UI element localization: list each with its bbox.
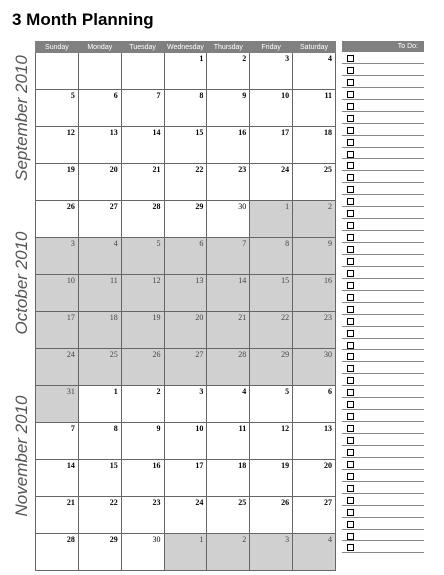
month-label-october: October 2010 [12, 231, 31, 335]
day-cell[interactable] [78, 53, 121, 90]
todo-item[interactable] [342, 171, 424, 183]
day-cell[interactable]: 10 [250, 90, 293, 127]
day-cell[interactable]: 18 [293, 127, 336, 164]
day-cell[interactable]: 30 [293, 349, 336, 386]
day-cell[interactable]: 5 [250, 386, 293, 423]
checkbox[interactable] [347, 449, 354, 456]
todo-item[interactable] [342, 494, 424, 506]
day-cell[interactable]: 12 [36, 127, 79, 164]
todo-item[interactable] [342, 482, 424, 494]
todo-item[interactable] [342, 410, 424, 422]
checkbox[interactable] [347, 186, 354, 193]
todo-item[interactable] [342, 315, 424, 327]
checkbox[interactable] [347, 544, 354, 551]
todo-item[interactable] [342, 518, 424, 530]
todo-item[interactable] [342, 530, 424, 542]
calendar-grid [35, 41, 336, 571]
day-cell[interactable]: 3 [250, 53, 293, 90]
todo-item[interactable] [342, 339, 424, 351]
day-cell[interactable]: 28 [36, 534, 79, 571]
day-cell[interactable]: 4 [293, 53, 336, 90]
day-cell[interactable]: 27 [78, 201, 121, 238]
day-cell[interactable]: 15 [250, 275, 293, 312]
day-cell[interactable]: 6 [164, 238, 207, 275]
day-cell[interactable]: 4 [293, 534, 336, 571]
day-cell[interactable]: 2 [121, 386, 164, 423]
checkbox[interactable] [347, 127, 354, 134]
todo-item[interactable] [342, 207, 424, 219]
weekday-header: Thursday [207, 42, 250, 53]
checkbox[interactable] [347, 79, 354, 86]
day-cell[interactable]: 20 [78, 164, 121, 201]
weekday-header: Wednesday [164, 42, 207, 53]
todo-item[interactable] [342, 219, 424, 231]
todo-item[interactable] [342, 183, 424, 195]
weekday-header-row [36, 42, 336, 53]
todo-item[interactable] [342, 136, 424, 148]
todo-item[interactable] [342, 327, 424, 339]
day-cell[interactable]: 19 [121, 312, 164, 349]
checkbox[interactable] [347, 210, 354, 217]
day-cell[interactable]: 3 [36, 238, 79, 275]
todo-item[interactable] [342, 291, 424, 303]
day-cell[interactable]: 11 [207, 423, 250, 460]
checkbox[interactable] [347, 258, 354, 265]
todo-item[interactable] [342, 398, 424, 410]
todo-item[interactable] [342, 64, 424, 76]
calendar-week-row [36, 127, 336, 164]
day-cell[interactable]: 29 [164, 201, 207, 238]
day-cell[interactable]: 19 [250, 460, 293, 497]
day-cell[interactable]: 26 [121, 349, 164, 386]
day-cell[interactable]: 21 [121, 164, 164, 201]
todo-item[interactable] [342, 243, 424, 255]
day-cell[interactable]: 25 [293, 164, 336, 201]
month-label-september: September 2010 [12, 55, 31, 181]
day-cell[interactable]: 8 [78, 423, 121, 460]
day-cell[interactable]: 3 [250, 534, 293, 571]
day-cell[interactable]: 17 [164, 460, 207, 497]
day-cell[interactable]: 9 [121, 423, 164, 460]
day-cell[interactable]: 25 [207, 497, 250, 534]
day-cell[interactable]: 27 [293, 497, 336, 534]
checkbox[interactable] [347, 282, 354, 289]
todo-item[interactable] [342, 446, 424, 458]
day-cell[interactable]: 14 [121, 127, 164, 164]
day-cell[interactable]: 4 [78, 238, 121, 275]
day-cell[interactable]: 7 [121, 90, 164, 127]
checkbox[interactable] [347, 485, 354, 492]
checkbox[interactable] [347, 413, 354, 420]
todo-item[interactable] [342, 112, 424, 124]
day-cell[interactable]: 30 [207, 201, 250, 238]
todo-item[interactable] [342, 267, 424, 279]
weekday-header: Tuesday [121, 42, 164, 53]
todo-item[interactable] [342, 76, 424, 88]
checkbox[interactable] [347, 377, 354, 384]
day-cell[interactable]: 7 [36, 423, 79, 460]
day-cell[interactable]: 2 [207, 534, 250, 571]
checkbox[interactable] [347, 115, 354, 122]
day-cell[interactable]: 4 [207, 386, 250, 423]
month-label-november: November 2010 [12, 395, 31, 517]
day-cell[interactable]: 24 [164, 497, 207, 534]
todo-item[interactable] [342, 279, 424, 291]
day-cell[interactable]: 10 [164, 423, 207, 460]
checkbox[interactable] [347, 461, 354, 468]
weekday-header: Sunday [36, 42, 79, 53]
calendar-week-row [36, 349, 336, 386]
todo-item[interactable] [342, 148, 424, 160]
calendar-week-row [36, 238, 336, 275]
day-cell[interactable]: 16 [293, 275, 336, 312]
todo-item[interactable] [342, 362, 424, 374]
checkbox[interactable] [347, 342, 354, 349]
weekday-header: Monday [78, 42, 121, 53]
todo-item[interactable] [342, 231, 424, 243]
checkbox[interactable] [347, 365, 354, 372]
day-cell[interactable]: 23 [207, 164, 250, 201]
todo-item[interactable] [342, 386, 424, 398]
todo-item[interactable] [342, 350, 424, 362]
day-cell[interactable]: 14 [207, 275, 250, 312]
day-cell[interactable]: 31 [36, 386, 79, 423]
calendar-week-row [36, 497, 336, 534]
todo-item[interactable] [342, 124, 424, 136]
checkbox[interactable] [347, 139, 354, 146]
checkbox[interactable] [347, 389, 354, 396]
day-cell[interactable]: 12 [250, 423, 293, 460]
todo-header: To Do: [342, 41, 424, 52]
calendar-week-row [36, 201, 336, 238]
day-cell[interactable]: 14 [36, 460, 79, 497]
day-cell[interactable]: 6 [78, 90, 121, 127]
day-cell[interactable]: 3 [164, 386, 207, 423]
day-cell[interactable]: 1 [164, 534, 207, 571]
todo-item[interactable] [342, 195, 424, 207]
todo-item[interactable] [342, 434, 424, 446]
checkbox[interactable] [347, 91, 354, 98]
todo-item[interactable] [342, 374, 424, 386]
calendar-week-row [36, 534, 336, 571]
day-cell[interactable]: 1 [78, 386, 121, 423]
checkbox[interactable] [347, 306, 354, 313]
todo-item[interactable] [342, 88, 424, 100]
day-cell[interactable]: 18 [207, 460, 250, 497]
checkbox[interactable] [347, 55, 354, 62]
day-cell[interactable]: 24 [36, 349, 79, 386]
day-cell[interactable]: 17 [250, 127, 293, 164]
checkbox[interactable] [347, 270, 354, 277]
checkbox[interactable] [347, 497, 354, 504]
checkbox[interactable] [347, 294, 354, 301]
day-cell[interactable]: 6 [293, 386, 336, 423]
day-cell[interactable]: 23 [293, 312, 336, 349]
day-cell[interactable]: 25 [78, 349, 121, 386]
checkbox[interactable] [347, 437, 354, 444]
todo-list [342, 41, 424, 553]
day-cell[interactable]: 16 [207, 127, 250, 164]
day-cell[interactable]: 28 [121, 201, 164, 238]
day-cell[interactable]: 8 [250, 238, 293, 275]
todo-item[interactable] [342, 159, 424, 171]
day-cell[interactable]: 9 [207, 90, 250, 127]
checkbox[interactable] [347, 246, 354, 253]
checkbox[interactable] [347, 473, 354, 480]
day-cell[interactable]: 19 [36, 164, 79, 201]
todo-item[interactable] [342, 458, 424, 470]
day-cell[interactable]: 15 [164, 127, 207, 164]
day-cell[interactable]: 22 [250, 312, 293, 349]
todo-item[interactable] [342, 541, 424, 553]
calendar-week-row [36, 53, 336, 90]
todo-item[interactable] [342, 506, 424, 518]
todo-item[interactable] [342, 52, 424, 64]
checkbox[interactable] [347, 222, 354, 229]
day-cell[interactable]: 26 [36, 201, 79, 238]
checkbox[interactable] [347, 151, 354, 158]
checkbox[interactable] [347, 330, 354, 337]
day-cell[interactable]: 12 [121, 275, 164, 312]
day-cell[interactable]: 23 [121, 497, 164, 534]
calendar-week-row [36, 164, 336, 201]
day-cell[interactable]: 28 [207, 349, 250, 386]
day-cell[interactable]: 20 [293, 460, 336, 497]
day-cell[interactable]: 29 [250, 349, 293, 386]
checkbox[interactable] [347, 401, 354, 408]
day-cell[interactable]: 24 [250, 164, 293, 201]
day-cell[interactable]: 13 [78, 127, 121, 164]
day-cell[interactable]: 27 [164, 349, 207, 386]
day-cell[interactable]: 7 [207, 238, 250, 275]
day-cell[interactable]: 8 [164, 90, 207, 127]
todo-item[interactable] [342, 422, 424, 434]
checkbox[interactable] [347, 509, 354, 516]
day-cell[interactable]: 18 [78, 312, 121, 349]
day-cell[interactable]: 13 [293, 423, 336, 460]
day-cell[interactable]: 20 [164, 312, 207, 349]
day-cell[interactable]: 26 [250, 497, 293, 534]
day-cell[interactable]: 9 [293, 238, 336, 275]
day-cell[interactable]: 16 [121, 460, 164, 497]
day-cell[interactable] [36, 53, 79, 90]
day-cell[interactable]: 5 [121, 238, 164, 275]
checkbox[interactable] [347, 174, 354, 181]
checkbox[interactable] [347, 318, 354, 325]
day-cell[interactable]: 29 [78, 534, 121, 571]
todo-item[interactable] [342, 470, 424, 482]
checkbox[interactable] [347, 103, 354, 110]
day-cell[interactable]: 2 [207, 53, 250, 90]
weekday-header: Friday [250, 42, 293, 53]
checkbox[interactable] [347, 521, 354, 528]
page-title: 3 Month Planning [12, 10, 154, 29]
calendar-week-row [36, 460, 336, 497]
todo-item[interactable] [342, 303, 424, 315]
day-cell[interactable]: 5 [36, 90, 79, 127]
day-cell[interactable]: 10 [36, 275, 79, 312]
checkbox[interactable] [347, 353, 354, 360]
calendar-week-row [36, 90, 336, 127]
day-cell[interactable]: 1 [250, 201, 293, 238]
day-cell[interactable]: 13 [164, 275, 207, 312]
checkbox[interactable] [347, 234, 354, 241]
day-cell[interactable] [121, 53, 164, 90]
checkbox[interactable] [347, 198, 354, 205]
calendar-week-row [36, 275, 336, 312]
checkbox[interactable] [347, 425, 354, 432]
day-cell[interactable]: 11 [78, 275, 121, 312]
checkbox[interactable] [347, 67, 354, 74]
day-cell[interactable]: 1 [164, 53, 207, 90]
day-cell[interactable]: 30 [121, 534, 164, 571]
day-cell[interactable]: 17 [36, 312, 79, 349]
day-cell[interactable]: 21 [36, 497, 79, 534]
day-cell[interactable]: 11 [293, 90, 336, 127]
day-cell[interactable]: 2 [293, 201, 336, 238]
calendar-week-row [36, 423, 336, 460]
calendar-week-row [36, 312, 336, 349]
day-cell[interactable]: 22 [78, 497, 121, 534]
day-cell[interactable]: 22 [164, 164, 207, 201]
checkbox[interactable] [347, 162, 354, 169]
todo-item[interactable] [342, 100, 424, 112]
todo-item[interactable] [342, 255, 424, 267]
checkbox[interactable] [347, 533, 354, 540]
day-cell[interactable]: 21 [207, 312, 250, 349]
day-cell[interactable]: 15 [78, 460, 121, 497]
calendar-week-row [36, 386, 336, 423]
weekday-header: Saturday [293, 42, 336, 53]
